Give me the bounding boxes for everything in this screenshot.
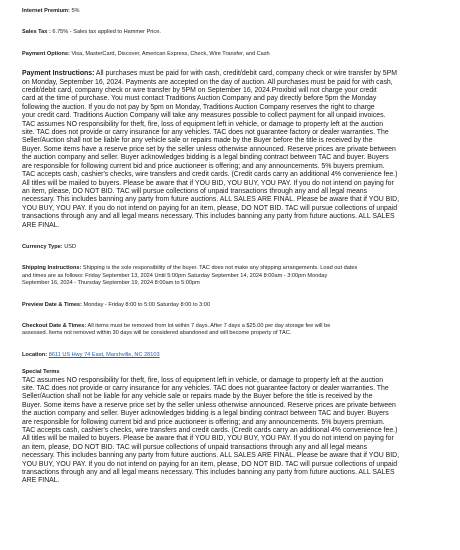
- payment-instructions-block: [22, 70, 450, 230]
- shipping-instructions-block: [22, 265, 450, 287]
- preview-row: [22, 302, 450, 309]
- special-terms-line: site. TAC does not provide or carry insurance for any vehicles. TAC does not guarantee factory or dealer warranties. The: [22, 385, 389, 392]
- payment-instructions-line: on Monday, September 16, 2024. Payments are accepted on the day of auction. All purchases must be paid for with cash,: [22, 78, 393, 86]
- payment-instructions-line: following the auction. If you do not pay by 5pm on Monday, Traditions Auction Company reserves the right to charge: [22, 103, 375, 111]
- preview-label: Preview Date & Times:: [22, 301, 82, 308]
- special-terms-line: transactions through any and all legal means necessary. This includes banning any party from future auctions. ALL SALES: [22, 469, 395, 477]
- payment-instructions-line: an item, please, DO NOT BID. TAC will pursue collections of unpaid transactions through any and all legal means: [22, 187, 368, 195]
- special-terms-line: TAC accepts cash, cashier's checks, wire transfers and credit cards. (Credit cards carry an additional 4% convenience fee.): [22, 427, 398, 435]
- payment-instructions-line: your credit card. Traditions Auction Company will take any measures possible to collect payment for all unpaid invoices.: [22, 112, 386, 120]
- special-terms-line: Seller/Auction shall not be liable for any vehicle sale or repairs made by the Buyer before the title is received by the: [22, 393, 373, 401]
- sales-tax-row: [22, 29, 450, 36]
- special-terms-heading: Special Terms: [22, 369, 60, 376]
- payment-instructions-line: card at the time of purchase. You must contact Traditions Auction Company and pay directly before 5pm the Monday: [22, 95, 377, 103]
- sales-tax-value: 6.75% - Sales tax applied to Hammer Price.: [52, 29, 161, 36]
- special-terms-line: TAC assumes NO responsibility for theft, fire, loss of equipment left in vehicle, or damage to property left at the auction: [22, 376, 384, 384]
- payment-instructions-line: Payment Instructions: All purchases must be paid for with cash, credit/debit card, company check or wire transfer by 5PM: [22, 70, 397, 78]
- special-terms-line: necessary. This includes banning any party from future auctions. ALL SALES ARE FINAL. Please be aware that if YOU BID,: [22, 452, 400, 460]
- checkout-label: Checkout Date & Times:: [22, 322, 87, 329]
- payment-instructions-line: site. TAC does not provide or carry insurance for any vehicles. TAC does not guarantee factory or dealer warranties. The: [22, 129, 389, 137]
- payment-instructions-line: ARE FINAL.: [22, 221, 60, 229]
- shipping-instructions-label: Shipping Instructions:: [22, 265, 82, 272]
- payment-options-row: [22, 51, 450, 58]
- payment-instructions-line: the auction company and seller. Buyer acknowledges bidding is a legal binding contract between TAC and buyer. Buyers: [22, 154, 389, 162]
- special-terms-line: ARE FINAL.: [22, 477, 60, 485]
- currency-type-value: USD: [64, 243, 76, 250]
- special-terms-line: the auction company and seller. Buyer acknowledges bidding is a legal binding contract between TAC and buyer. Buyers: [22, 410, 389, 418]
- currency-type-label: Currency Type:: [22, 243, 63, 250]
- shipping-instructions-line: Shipping Instructions: Shipping is the sole responsibility of the buyer. TAC does not make any shipping arrangements. Load out dates: [22, 265, 358, 272]
- special-terms-line: are responsible for following current bid and price auctioneer is offering; and any announcements. 5% buyers premium.: [22, 418, 385, 426]
- payment-instructions-label: Payment Instructions:: [22, 70, 95, 78]
- payment-instructions-line: credit/debit card, company check or wire transfer by 5PM on September 16, 2024.Proxibid will not charge your credit: [22, 87, 377, 95]
- special-terms-line: All titles will be mailed to buyers. Please be aware that if YOU BID, YOU BUY, YOU PAY. If you do not intend on paying for: [22, 435, 394, 443]
- payment-instructions-line: TAC assumes NO responsibility for theft, fire, loss of equipment left in vehicle, or damage to property left at the auction: [22, 120, 384, 128]
- special-terms-block: [22, 377, 450, 486]
- checkout-line: Checkout Date & Times: All items must be removed from lot within 7 days. After 7 days a $25.00 per day storage fee will be: [22, 322, 331, 329]
- payment-options-label: Payment Options:: [22, 50, 70, 57]
- checkout-line: assessed. Items not removed within 30 days will be considered abandoned and will become property of TAC.: [22, 330, 292, 337]
- checkout-block: [22, 323, 450, 338]
- preview-value: Monday - Friday 8:00 to 5:00 Saturday 8:00 to 3:00: [83, 301, 211, 308]
- special-terms-line: YOU BUY, YOU PAY. If you do not intend on paying for an item, please, DO NOT BID. TAC will pursue collections of unpaid: [22, 460, 398, 468]
- shipping-instructions-line: September 16, 2024 - Thursday September 19, 2024 8:00am to 5:00pm: [22, 280, 200, 287]
- currency-type-row: [22, 244, 450, 251]
- internet-premium-label: Internet Premium:: [22, 8, 70, 14]
- payment-instructions-line: transactions through any and all legal means necessary. This includes banning any party from future auctions. ALL SALES: [22, 213, 395, 221]
- payment-instructions-line: necessary. This includes banning any party from future auctions. ALL SALES ARE FINAL. Please be aware that if YOU BID,: [22, 196, 400, 204]
- payment-options-value: Visa, MasterCard, Discover, American Express, Check, Wire Transfer, and Cash: [71, 50, 270, 57]
- payment-instructions-line: TAC accepts cash, cashier's checks, wire transfers and credit cards. (Credit cards carry an additional 4% convenience fee.): [22, 171, 398, 179]
- special-terms-line: an item, please, DO NOT BID. TAC will pursue collections of unpaid transactions through any and all legal means: [22, 443, 368, 451]
- internet-premium-row: [22, 8, 450, 15]
- payment-instructions-line: All titles will be mailed to buyers. Please be aware that if YOU BID, YOU BUY, YOU PAY. If you do not intend on paying for: [22, 179, 394, 187]
- payment-instructions-line: Buyer. Some items have a reserve price set by the seller unless otherwise announced. Reserve prices are private between: [22, 145, 396, 153]
- internet-premium-value: 5%: [71, 8, 80, 14]
- location-row: [22, 352, 450, 359]
- location-link[interactable]: 8611 US Hwy 74 East, Marshville, NC 28103: [48, 351, 160, 358]
- location-label: Location:: [22, 351, 48, 358]
- payment-instructions-line: YOU BUY, YOU PAY. If you do not intend on paying for an item, please, DO NOT BID. TAC will pursue collections of unpaid: [22, 204, 398, 212]
- payment-instructions-line: are responsible for following current bid and price auctioneer is offering; and any announcements. 5% buyers premium.: [22, 162, 385, 170]
- shipping-instructions-line: and times are as follows: Friday September 13, 2024 Until 5:00pm Saturday September 14, 2024 8:00am - 3:00pm Monday: [22, 272, 328, 279]
- payment-instructions-line: Seller/Auction shall not be liable for any vehicle sale or repairs made by the Buyer before the title is received by the: [22, 137, 373, 145]
- special-terms-line: Buyer. Some items have a reserve price set by the seller unless otherwise announced. Reserve prices are private between: [22, 401, 396, 409]
- sales-tax-label: Sales Tax :: [22, 29, 51, 36]
